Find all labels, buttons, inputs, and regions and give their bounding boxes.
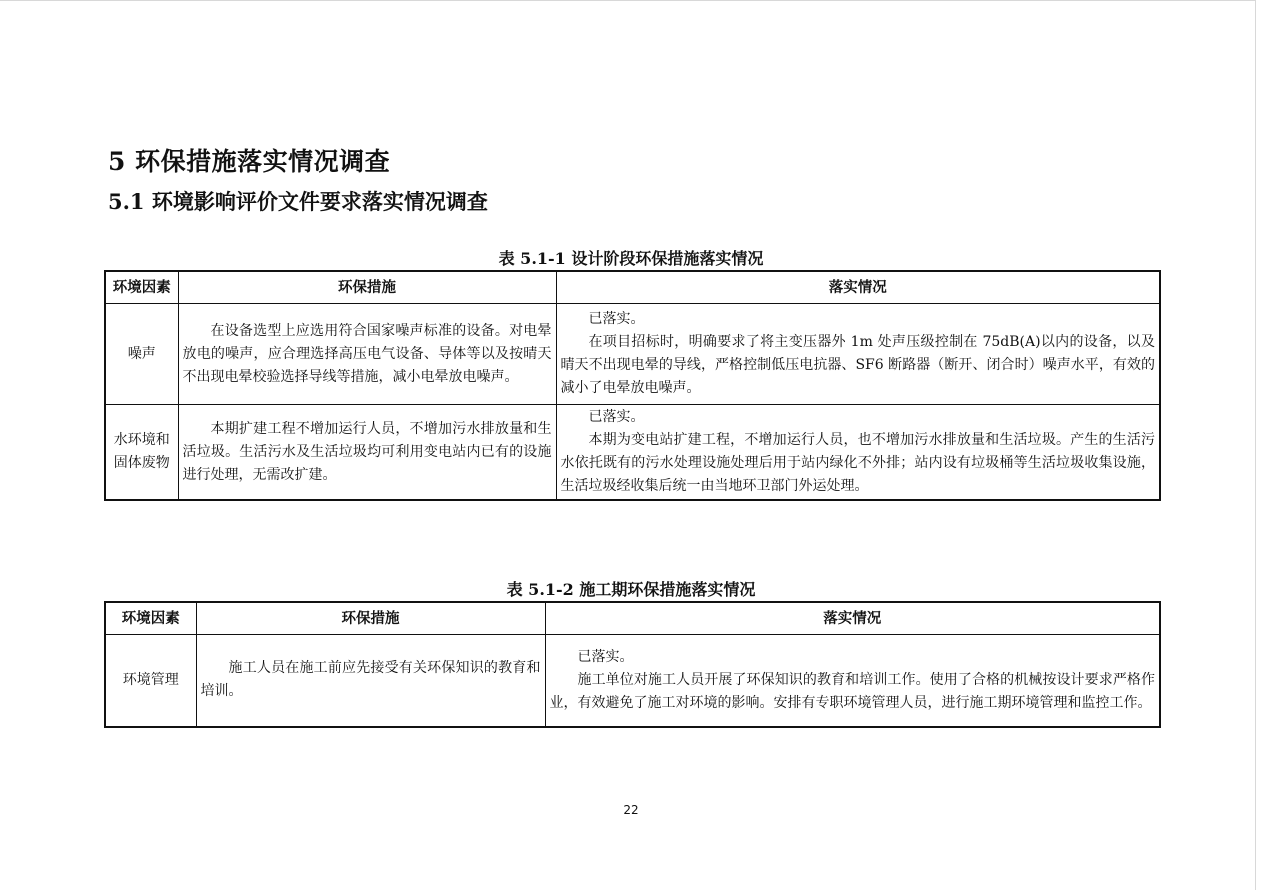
factor-cell: 水环境和固体废物 — [105, 405, 178, 501]
measure-text: 本期扩建工程不增加运行人员，不增加污水排放量和生活垃圾。生活污水及生活垃圾均可利用变电站内已有的设施进行处理，无需改扩建。 — [182, 420, 552, 483]
header-status: 落实情况 — [556, 271, 1160, 304]
measure-text: 在设备选型上应选用符合国家噪声标准的设备。对电晕放电的噪声，应合理选择高压电气设备、导体等以及按晴天不出现电晕校验选择导线等措施，减小电晕放电噪声。 — [182, 322, 552, 385]
table1-caption: 表 5.1-1 设计阶段环保措施落实情况 — [498, 249, 764, 268]
factor-cell: 噪声 — [105, 304, 178, 405]
design-phase-table — [104, 270, 1161, 501]
measure-cell — [196, 635, 545, 727]
measure-cell — [178, 304, 556, 405]
table-header-row — [105, 602, 1160, 635]
table-row — [105, 304, 1160, 405]
header-status: 落实情况 — [545, 602, 1160, 635]
header-measure: 环保措施 — [196, 602, 545, 635]
status-line: 施工单位对施工人员开展了环保知识的教育和培训工作。使用了合格的机械按设计要求严格作业，有效避免了施工对环境的影响。安排有专职环境管理人员，进行施工期环境管理和监控工作。 — [549, 671, 1155, 711]
status-line: 已落实。 — [577, 648, 634, 665]
table-row — [105, 635, 1160, 727]
table2-caption: 表 5.1-2 施工期环保措施落实情况 — [506, 580, 756, 599]
table-row — [105, 405, 1160, 501]
construction-phase-table — [104, 601, 1161, 728]
table-header-row — [105, 271, 1160, 304]
header-measure: 环保措施 — [178, 271, 556, 304]
status-line: 已落实。 — [588, 311, 645, 327]
chapter-heading: 5 环保措施落实情况调查 — [108, 147, 391, 176]
section-heading: 5.1 环境影响评价文件要求落实情况调查 — [108, 189, 488, 214]
status-cell — [545, 635, 1160, 727]
status-line: 已落实。 — [588, 409, 645, 425]
page-number: 22 — [623, 803, 639, 817]
status-line: 在项目招标时，明确要求了将主变压器外 1m 处声压级控制在 75dB(A)以内的设备，以及晴天不出现电晕的导线，严格控制低压电抗器、SF6 断路器（断开、闭合时）噪声水平，有效的减小了电晕放电噪声。 — [560, 334, 1155, 396]
status-cell — [556, 405, 1160, 501]
header-factor: 环境因素 — [105, 271, 178, 304]
measure-text: 施工人员在施工前应先接受有关环保知识的教育和培训。 — [200, 660, 541, 700]
measure-cell — [178, 405, 556, 501]
header-factor: 环境因素 — [105, 602, 196, 635]
factor-cell: 环境管理 — [105, 635, 196, 727]
status-cell — [556, 304, 1160, 405]
status-line: 本期为变电站扩建工程，不增加运行人员，也不增加污水排放量和生活垃圾。产生的生活污水依托既有的污水处理设施处理后用于站内绿化不外排；站内设有垃圾桶等生活垃圾收集设施，生活垃圾经收集后统一由当地环卫部门外运处理。 — [560, 432, 1155, 494]
